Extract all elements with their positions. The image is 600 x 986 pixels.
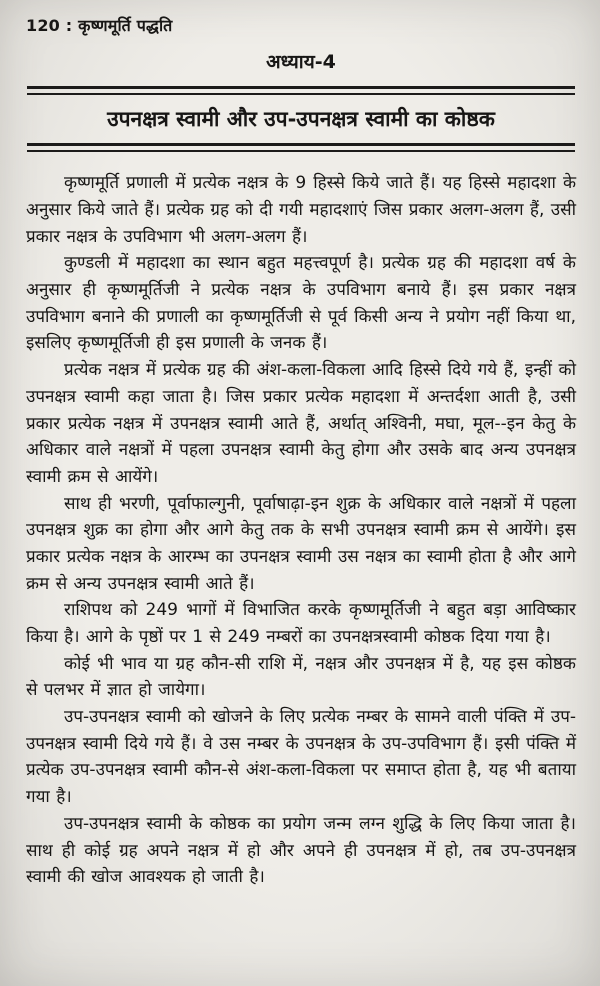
- paragraph-1: कृष्णमूर्ति प्रणाली में प्रत्येक नक्षत्र के 9 हिस्से किये जाते हैं। यह हिस्से महादशा के अनुसार किये जाते हैं। प्रत्येक ग्रह को दी गयी महादशाएं जिस प्रकार अलग-अलग हैं, उसी प्रकार नक्षत्र के उपविभाग भी अलग-अलग हैं।: [26, 173, 576, 247]
- paragraph-8: उप-उपनक्षत्र स्वामी के कोष्ठक का प्रयोग जन्म लग्न शुद्धि के लिए किया जाता है। साथ ही कोई ग्रह अपने नक्षत्र में हो और अपने ही उपनक्षत्र में हो, तब उप-उपनक्षत्र स्वामी की खोज आवश्यक हो जाती है।: [26, 813, 576, 888]
- paragraph-3: प्रत्येक नक्षत्र में प्रत्येक ग्रह की अंश-कला-विकला आदि हिस्से दिये गये हैं, इन्हीं को उपनक्षत्र स्वामी कहा जाता है। जिस प्रकार प्रत्येक महादशा में अन्तर्दशा आती है, उसी प्रकार प्रत्येक नक्षत्र में उपनक्षत्र स्वामी आते हैं, अर्थात् अश्विनी, मघा, मूल--इन केतु के अधिकार वाले नक्षत्रों में पहला उपनक्षत्र स्वामी केतु होगा और उसके बाद अन्य उपनक्षत्र स्वामी क्रम से आयेंगे।: [26, 360, 576, 487]
- running-header: 120 : कृष्णमूर्ति पद्धति: [26, 16, 173, 35]
- chapter-heading: अध्याय-4: [266, 51, 336, 73]
- divider-above-title: [27, 86, 575, 95]
- body-text: [26, 170, 576, 891]
- paragraph-4: साथ ही भरणी, पूर्वाफाल्गुनी, पूर्वाषाढ़ा-इन शुक्र के अधिकार वाले नक्षत्रों में पहला उपनक्षत्र शुक्र का होगा और आगे केतु तक के सभी उपनक्षत्र स्वामी क्रम से आयेंगे। इस प्रकार प्रत्येक नक्षत्र के आरम्भ का उपनक्षत्र स्वामी उस नक्षत्र का स्वामी होता है और आगे क्रम से अन्य उपनक्षत्र स्वामी आते हैं।: [26, 493, 576, 594]
- page-title: उपनक्षत्र स्वामी और उप-उपनक्षत्र स्वामी का कोष्ठक: [107, 107, 495, 131]
- divider-below-title: [27, 143, 575, 152]
- paragraph-5: राशिपथ को 249 भागों में विभाजित करके कृष्णमूर्तिजी ने बहुत बड़ा आविष्कार किया है। आगे के पृष्ठों पर 1 से 249 नम्बरों का उपनक्षत्रस्वामी कोष्ठक दिया गया है।: [26, 600, 576, 648]
- paragraph-6: कोई भी भाव या ग्रह कौन-सी राशि में, नक्षत्र और उपनक्षत्र में है, यह इस कोष्ठक से पलभर में ज्ञात हो जायेगा।: [26, 653, 576, 701]
- paragraph-7: उप-उपनक्षत्र स्वामी को खोजने के लिए प्रत्येक नम्बर के सामने वाली पंक्ति में उप-उपनक्षत्र स्वामी दिये गये हैं। वे उस नम्बर के उपनक्षत्र के उप-उपविभाग हैं। इसी पंक्ति में प्रत्येक उप-उपनक्षत्र स्वामी कौन-से अंश-कला-विकला पर समाप्त होता है, यह भी बताया गया है।: [26, 707, 576, 808]
- paragraph-2: कुण्डली में महादशा का स्थान बहुत महत्त्वपूर्ण है। प्रत्येक ग्रह की महादशा वर्ष के अनुसार ही कृष्णमूर्तिजी ने प्रत्येक नक्षत्र के उपविभाग बनाये हैं। इस प्रकार नक्षत्र उपविभाग बनाने की प्रणाली का कृष्णमूर्तिजी से पूर्व किसी अन्य ने प्रयोग नहीं किया था, इसलिए कृष्णमूर्तिजी ही इस प्रणाली के जनक हैं।: [26, 253, 576, 354]
